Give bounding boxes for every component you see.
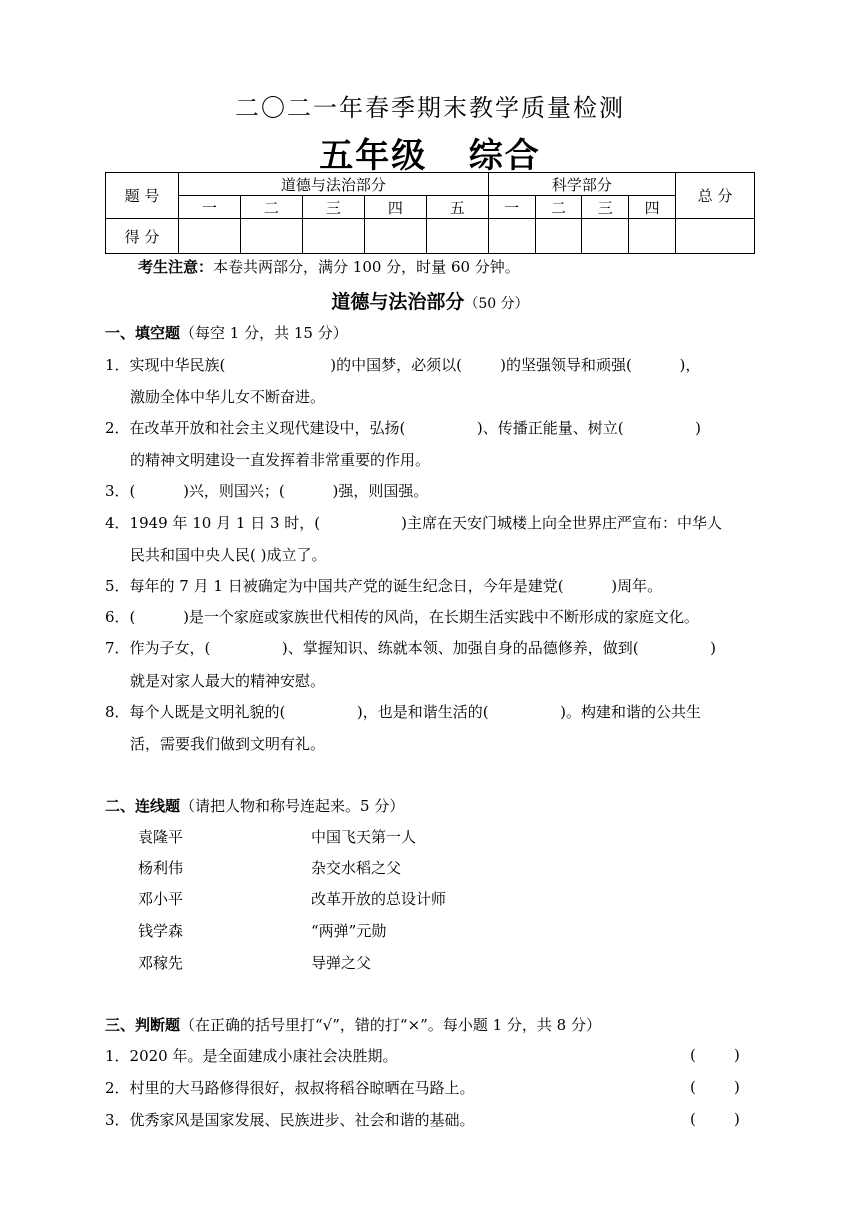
person-item[interactable]: 袁隆平 <box>138 828 184 846</box>
title-item[interactable]: 杂交水稻之父 <box>311 859 402 877</box>
q1-item-4: 4．1949 年 10 月 1 日 3 时，( )主席在天安门城楼上向全世界庄严宣布：中华人 <box>105 514 723 532</box>
q2-note: （请把人物和称号连起来。5 分） <box>180 797 405 815</box>
q3-heading <box>105 1014 601 1035</box>
col-header: 一 <box>488 196 535 219</box>
q1-item-7-cont: 就是对家人最大的精神安慰。 <box>130 672 326 690</box>
q1-item-5: 5．每年的 7 月 1 日被确定为中国共产党的诞生纪念日，今年是建党( )周年。 <box>105 577 663 595</box>
col-header: 三 <box>302 196 364 219</box>
title-item[interactable]: “两弹”元勋 <box>311 922 387 940</box>
q2-heading-text: 二、连线题 <box>105 797 181 815</box>
col-header: 四 <box>629 196 676 219</box>
q1-item-2: 2．在改革开放和社会主义现代建设中，弘扬( )、传播正能量、树立( ) <box>105 419 701 437</box>
q1-item-1-cont: 激励全体中华儿女不断奋进。 <box>130 388 326 406</box>
col-header: 五 <box>426 196 488 219</box>
notice-label: 考生注意： <box>138 258 214 276</box>
col-header: 二 <box>535 196 582 219</box>
part1-points: （50 分） <box>464 296 529 312</box>
answer-parens[interactable]: ( ) <box>690 1046 740 1064</box>
q1-note: （每空 1 分，共 15 分） <box>180 324 348 342</box>
q1-item-8-cont: 活，需要我们做到文明有礼。 <box>130 735 326 753</box>
score-cell[interactable] <box>535 219 582 254</box>
q3-heading-text: 三、判断题 <box>105 1016 181 1034</box>
score-cell[interactable] <box>179 219 241 254</box>
score-table <box>105 172 755 254</box>
title-item[interactable]: 导弹之父 <box>311 954 372 972</box>
zongfen-label: 总 分 <box>676 173 755 219</box>
title-item[interactable]: 中国飞天第一人 <box>311 828 417 846</box>
score-cell[interactable] <box>302 219 364 254</box>
person-item[interactable]: 钱学森 <box>138 922 184 940</box>
tihao-label: 题 号 <box>106 173 179 219</box>
q3-item-3: 3．优秀家风是国家发展、民族进步、社会和谐的基础。 <box>105 1111 475 1129</box>
person-item[interactable]: 邓稼先 <box>138 954 184 972</box>
part1-name: 道德与法治部分 <box>331 291 465 313</box>
score-cell[interactable] <box>364 219 426 254</box>
q1-item-8: 8．每个人既是文明礼貌的( )，也是和谐生活的( )。构建和谐的公共生 <box>105 703 701 721</box>
q3-note: （在正确的括号里打“√”，错的打“×”。每小题 1 分，共 8 分） <box>180 1016 601 1034</box>
part1-title <box>0 287 860 314</box>
score-cell[interactable] <box>426 219 488 254</box>
q1-item-2-cont: 的精神文明建设一直发挥着非常重要的作用。 <box>130 451 431 469</box>
q1-item-4-cont: 民共和国中央人民( )成立了。 <box>130 546 327 564</box>
q2-heading <box>105 795 404 816</box>
score-cell[interactable] <box>488 219 535 254</box>
exam-notice <box>138 256 520 277</box>
q1-item-7: 7．作为子女，( )、掌握知识、练就本领、加强自身的品德修养，做到( ) <box>105 639 716 657</box>
score-cell[interactable] <box>240 219 302 254</box>
q1-heading <box>105 322 348 343</box>
person-item[interactable]: 邓小平 <box>138 890 184 908</box>
col-header: 四 <box>364 196 426 219</box>
col-header: 一 <box>179 196 241 219</box>
title-item[interactable]: 改革开放的总设计师 <box>311 890 447 908</box>
score-cell[interactable] <box>582 219 629 254</box>
group1-header: 道德与法治部分 <box>179 173 489 196</box>
exam-title: 二〇二一年春季期末教学质量检测 <box>235 94 625 122</box>
defen-label: 得 分 <box>106 219 179 254</box>
q1-item-3: 3．( )兴，则国兴；( )强，则国强。 <box>105 482 429 500</box>
q1-item-6: 6．( )是一个家庭或家族世代相传的风尚，在长期生活实践中不断形成的家庭文化。 <box>105 608 699 626</box>
q1-item-1: 1．实现中华民族( )的中国梦，必须以( )的坚强领导和顽强( )， <box>105 356 701 374</box>
total-score-cell[interactable] <box>676 219 755 254</box>
person-item[interactable]: 杨利伟 <box>138 859 184 877</box>
score-cell[interactable] <box>629 219 676 254</box>
col-header: 二 <box>240 196 302 219</box>
exam-subtitle: 五年级 综合 <box>319 136 541 176</box>
q3-item-1: 1．2020 年。是全面建成小康社会决胜期。 <box>105 1047 398 1065</box>
group2-header: 科学部分 <box>488 173 675 196</box>
col-header: 三 <box>582 196 629 219</box>
answer-parens[interactable]: ( ) <box>690 1078 740 1096</box>
answer-parens[interactable]: ( ) <box>690 1110 740 1128</box>
notice-text: 本卷共两部分，满分 100 分，时量 60 分钟。 <box>213 258 520 276</box>
q1-heading-text: 一、填空题 <box>105 324 181 342</box>
q3-item-2: 2．村里的大马路修得很好，叔叔将稻谷晾晒在马路上。 <box>105 1079 475 1097</box>
